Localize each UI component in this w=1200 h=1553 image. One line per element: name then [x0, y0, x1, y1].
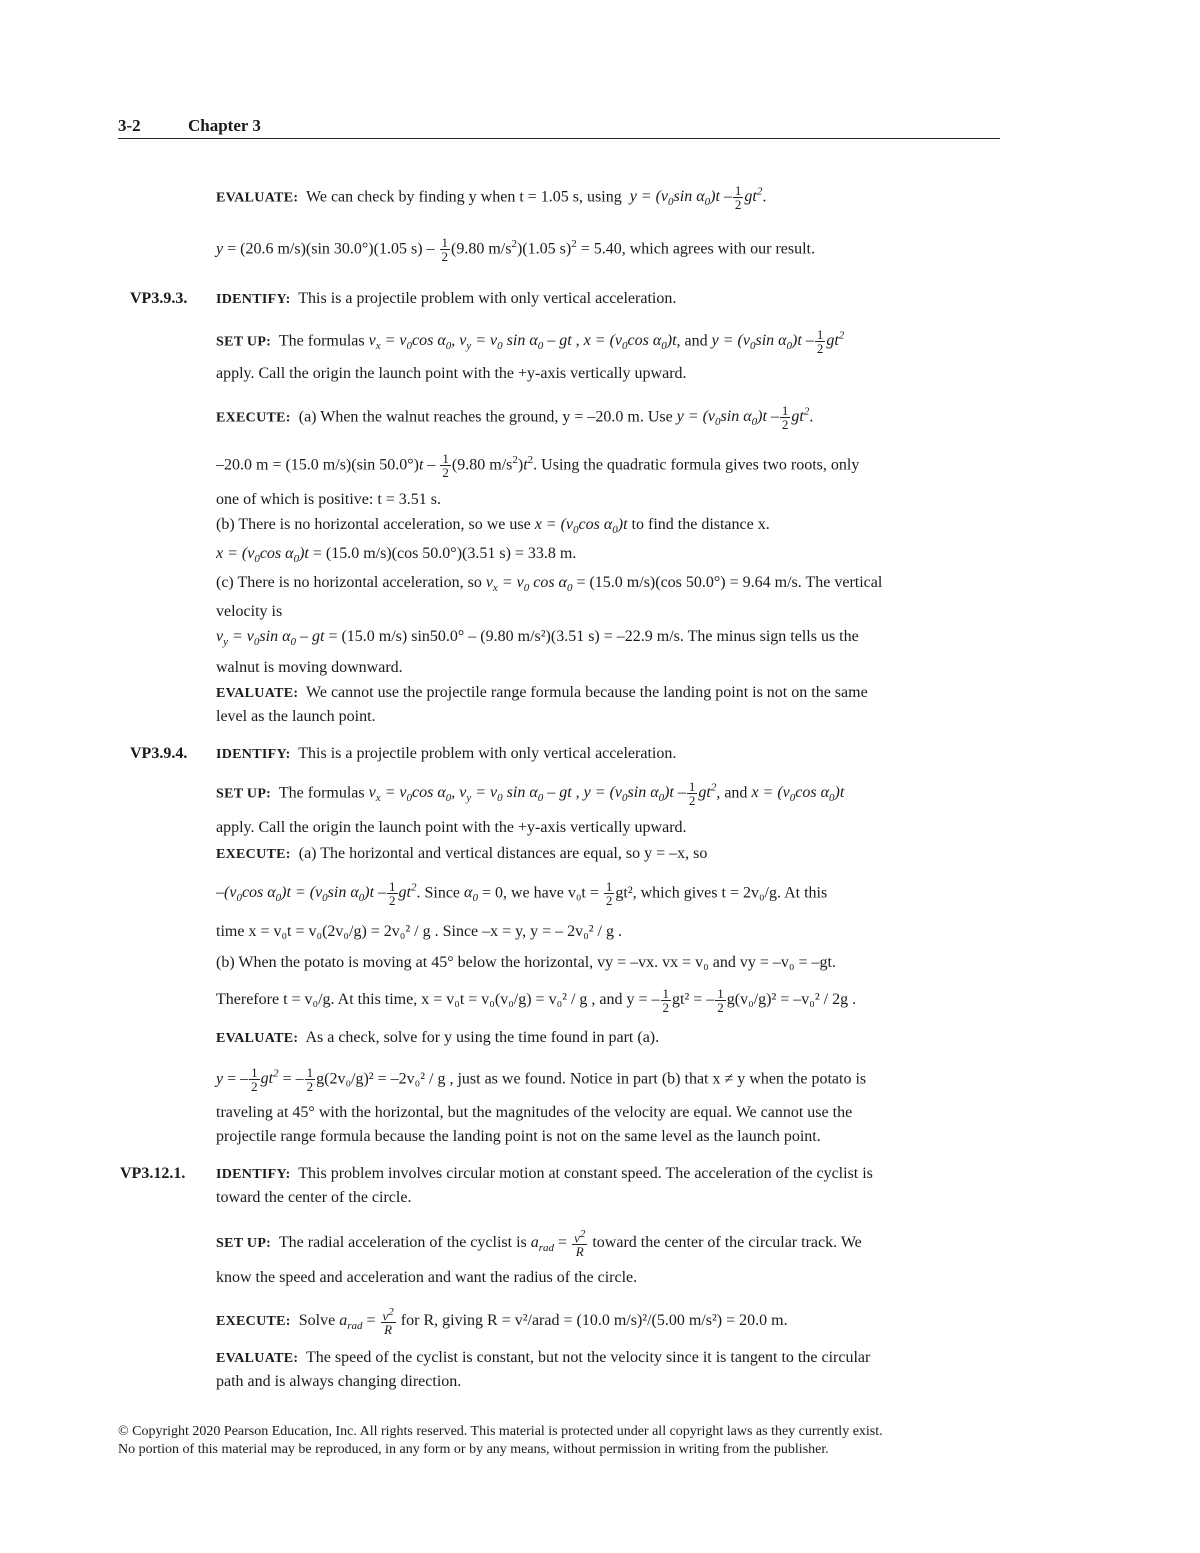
vp394-evaluate-c: traveling at 45° with the horizontal, but the magnitudes of the velocity are equal. We cannot use the	[216, 1104, 853, 1121]
vp393-execute-a: EXECUTE: (a) When the walnut reaches the ground, y = –20.0 m. Use $y = (v_0\sin$ $\alpha_0)t$ – $\frac{1}{2}$ $gt^2$.	[216, 403, 814, 433]
copyright-footer	[118, 1423, 883, 1459]
prev-equation-line: y = (20.6 m/s)(sin 30.0°)(1.05 s) – $\frac{1}{2}$ (9.80 $m/s^2)(1.05$ s)$^2$ = 5.40, which agrees with our result.	[216, 235, 815, 265]
vp394-execute-d: (b) When the potato is moving at 45° below the horizontal, vy = –vx. vx = v₀ and vy = –v₀ = –gt.	[216, 954, 836, 971]
vp394-identify: IDENTIFY: This is a projectile problem with only vertical acceleration.	[216, 745, 677, 762]
page-number: 3-2	[118, 116, 141, 135]
vp394-evaluate: EVALUATE: As a check, solve for y using the time found in part (a).	[216, 1029, 660, 1046]
vp3121-identify: IDENTIFY: This problem involves circular motion at constant speed. The acceleration of the cyclist is	[216, 1165, 873, 1182]
vp393-execute-e: $x = (v_0\cos$ $\alpha_0)t = (15.0$ m/s)(cos 50.0°)(3.51 s) = 33.8 m.	[216, 545, 577, 566]
vp394-setup: SET UP: The formulas $v_x = v_0\cos$ $\alpha_0$, $v_y = v_0$ $\sin \alpha_0$ – gt , $y = (v_0\sin$ $\alpha_0)t$ – $\frac{1}{2}$ $gt^2$, and $x = (v_0\cos$ $\alpha_0)t$	[216, 779, 845, 809]
vp394-setup-cont: apply. Call the origin the launch point with the +y-axis vertically upward.	[216, 819, 687, 836]
copyright-line-1: © Copyright 2020 Pearson Education, Inc. All rights reserved. This material is protected under all copyright laws as they currently exist.	[118, 1424, 883, 1439]
vp394-execute-e: Therefore t = v₀/g. At this time, x = v₀t = v₀(v₀/g) = v₀² / g , and y = – $\frac{1}{2}$ gt² = – $\frac{1}{2}$ g(v₀/g)² = –v₀² / 2g .	[216, 986, 857, 1015]
vp3121-execute: EXECUTE: Solve $a_{rad}$ = $\frac{v^2}{R}$ for R, giving R = v²/arad = (10.0 m/s)²/(5.00 m/s²) = 20.0 m.	[216, 1306, 788, 1338]
vp3121-evaluate: EVALUATE: The speed of the cyclist is constant, but not the velocity since it is tangent to the circular	[216, 1349, 871, 1366]
vp393-execute-c: one of which is positive: t = 3.51 s.	[216, 491, 442, 508]
evaluate-label: EVALUATE:	[216, 190, 299, 206]
vp394-evaluate-d: projectile range formula because the landing point is not on the same level as the launch point.	[216, 1128, 821, 1145]
vp393-evaluate: EVALUATE: We cannot use the projectile range formula because the landing point is not on the same	[216, 684, 868, 701]
vp393-execute-eq: –20.0 m = (15.0 m/s)(sin 50.0°)t – $\frac{1}{2}$ (9.80 $m/s^2)t^2$. Using the quadratic formula gives two roots, only	[216, 451, 860, 481]
vp393-execute-g: velocity is	[216, 603, 283, 620]
vp3121-identify-cont: toward the center of the circle.	[216, 1189, 412, 1206]
vp393-execute-i: walnut is moving downward.	[216, 659, 403, 676]
vp3121-evaluate-cont: path and is always changing direction.	[216, 1373, 462, 1390]
vp3121-setup: SET UP: The radial acceleration of the cyclist is $a_{rad}$ = $\frac{v^2}{R}$ toward the center of the circular track. We	[216, 1228, 862, 1260]
vp393-execute-h: $v_y = v_0\sin$ $\alpha_0$ – gt = (15.0 m/s) sin50.0° – (9.80 m/s²)(3.51 s) = –22.9 m/s. The minus sign tells us the	[216, 628, 859, 649]
vp393-setup-cont: apply. Call the origin the launch point with the +y-axis vertically upward.	[216, 365, 687, 382]
vp393-execute-f: (c) There is no horizontal acceleration, so $v_x = v_0$ $\cos \alpha_0 = (15.0$ m/s)(cos 50.0°) = 9.64 m/s. The vertical	[216, 574, 883, 595]
vp393-identify: IDENTIFY: This is a projectile problem with only vertical acceleration.	[216, 290, 677, 307]
problem-number-vp393: VP3.9.3.	[130, 290, 188, 307]
vp3121-setup-cont: know the speed and acceleration and want the radius of the circle.	[216, 1269, 638, 1286]
vp393-setup: SET UP: The formulas $v_x = v_0\cos$ $\alpha_0$, $v_y = v_0$ $\sin \alpha_0$ – gt , $x = (v_0\cos$ $\alpha_0)t$, and $y = (v_0\sin$ $\alpha_0)t$ – $\frac{1}{2}$ $gt^2$	[216, 327, 845, 357]
vp394-evaluate-eq: y = – $\frac{1}{2}$ $gt^2$ = – $\frac{1}{2}$ g(2v₀/g)² = –2v₀² / g , just as we found. Notice in part (b) that x ≠ y when the potato is	[216, 1065, 867, 1095]
vp393-evaluate-cont: level as the launch point.	[216, 708, 376, 725]
chapter-title: Chapter 3	[188, 116, 261, 135]
copyright-line-2: No portion of this material may be reproduced, in any form or by any means, without permission in writing from the publisher.	[118, 1442, 829, 1457]
problem-number-vp394: VP3.9.4.	[130, 745, 188, 762]
prev-evaluate-line: EVALUATE: We can check by finding y when t = 1.05 s, using $y = (v_0\sin$ $\alpha_0)t$ – $\frac{1}{2}$ $gt^2$.	[216, 183, 767, 213]
vp393-execute-d: (b) There is no horizontal acceleration, so we use $x = (v_0\cos$ $\alpha_0)t$ to find the distance x.	[216, 516, 770, 537]
vp394-execute-a: EXECUTE: (a) The horizontal and vertical distances are equal, so y = –x, so	[216, 845, 708, 862]
page-header	[118, 116, 1000, 139]
vp394-execute-c: time x = v₀t = v₀(2v₀/g) = 2v₀² / g . Since –x = y, y = – 2v₀² / g .	[216, 923, 622, 940]
problem-number-vp3121: VP3.12.1.	[120, 1165, 186, 1182]
vp394-execute-b: $-(v_0\cos$ $\alpha_0)t = (v_0\sin$ $\alpha_0)t$ – $\frac{1}{2}$ $gt^2$. Since $\alpha_0 = 0$, we have v₀t = $\frac{1}{2}$ gt², which gives t = 2v₀/g. At this	[216, 879, 828, 909]
